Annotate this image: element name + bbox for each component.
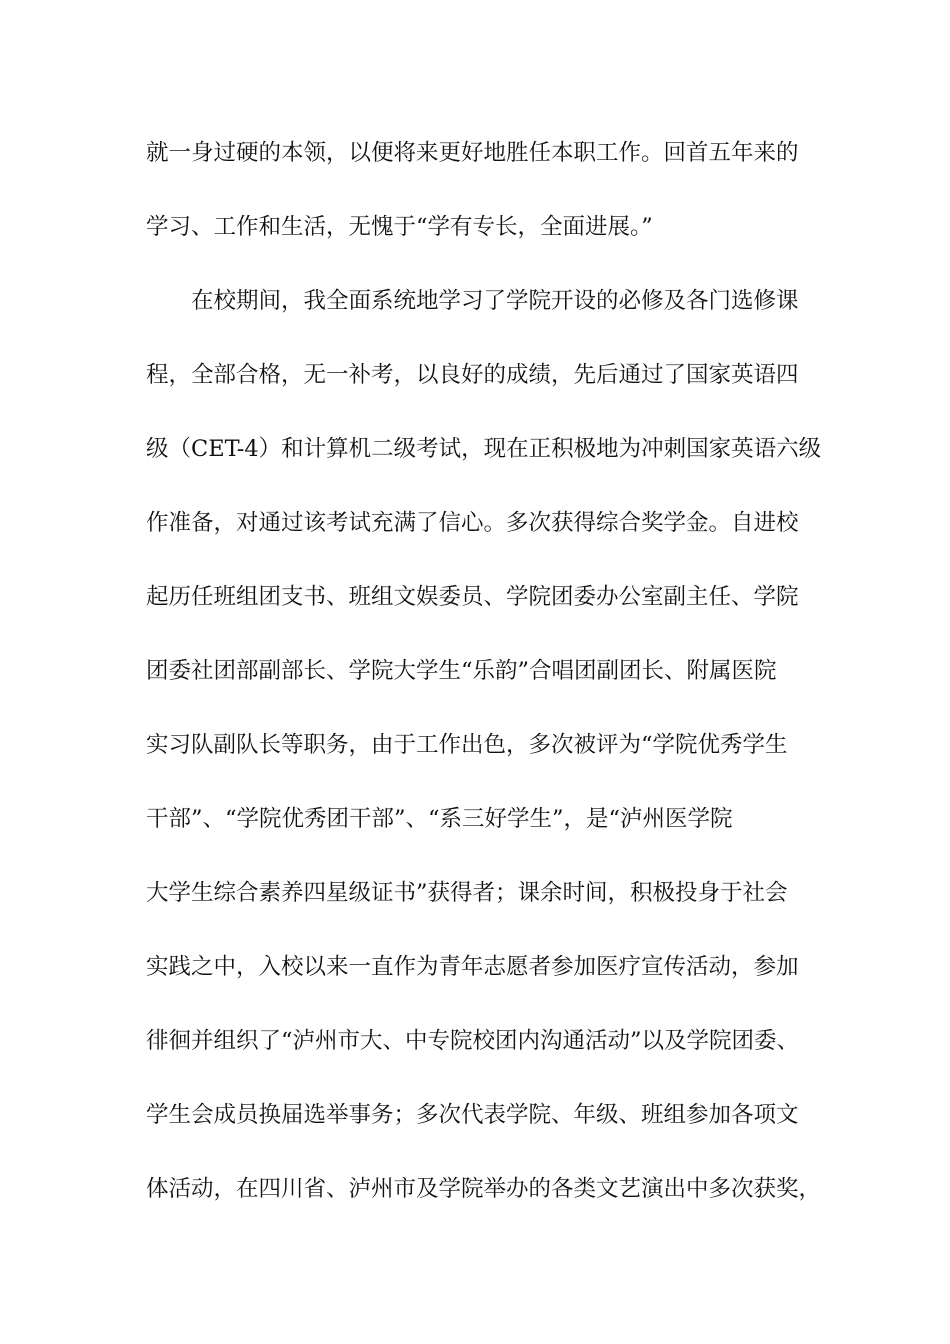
text-line: 实践之中，入校以来一直作为青年志愿者参加医疗宣传活动，参加 [146, 954, 799, 980]
text-line: 作准备，对通过该考试充满了信心。多次获得综合奖学金。自进校 [146, 510, 799, 536]
body-text [146, 130, 826, 1240]
text-line: 实习队副队长等职务，由于工作出色，多次被评为“学院优秀学生 [146, 732, 788, 758]
text-line: 级（CET-4）和计算机二级考试，现在正积极地为冲刺国家英语六级 [146, 436, 822, 462]
text-line: 体活动，在四川省、泸州市及学院举办的各类文艺演出中多次获奖， [146, 1176, 822, 1202]
text-line: 学生会成员换届选举事务；多次代表学院、年级、班组参加各项文 [146, 1102, 799, 1128]
text-line: 徘徊并组织了“泸州市大、中专院校团内沟通活动”以及学院团委、 [146, 1028, 800, 1054]
paragraph-start-line: 在校期间，我全面系统地学习了学院开设的必修及各门选修课 [191, 288, 799, 314]
text-line: 团委社团部副部长、学院大学生“乐韵”合唱团副团长、附属医院 [146, 658, 777, 684]
text-line: 程，全部合格，无一补考，以良好的成绩，先后通过了国家英语四 [146, 362, 799, 388]
text-line: 起历任班组团支书、班组文娱委员、学院团委办公室副主任、学院 [146, 584, 799, 610]
text-line: 学习、工作和生活，无愧于“学有专长，全面进展。” [146, 214, 653, 240]
text-line: 就一身过硬的本领，以便将来更好地胜任本职工作。回首五年来的 [146, 140, 799, 166]
text-line: 大学生综合素养四星级证书”获得者；课余时间，积极投身于社会 [146, 880, 788, 906]
text-line: 干部”、“学院优秀团干部”、“系三好学生”，是“泸州医学院 [146, 806, 733, 832]
